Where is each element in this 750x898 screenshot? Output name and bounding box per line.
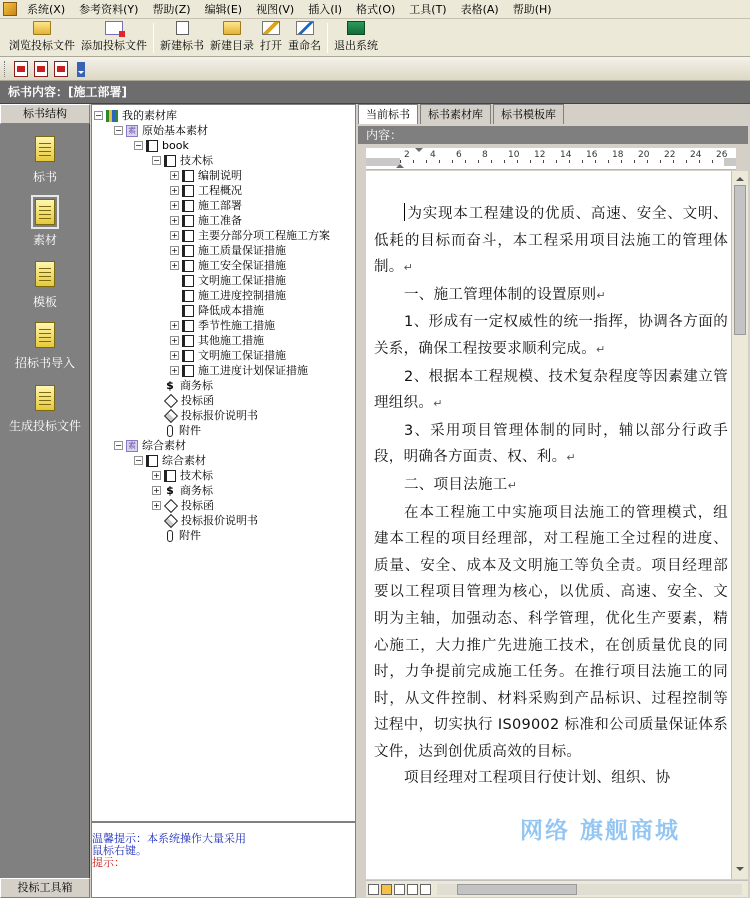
ruler-number: 8	[482, 150, 488, 160]
bid-structure-header[interactable]: 标书结构	[0, 104, 90, 124]
ruler-tick	[647, 160, 648, 163]
paragraph-text: 项目经理对工程项目行使计划、组织、协	[404, 770, 671, 787]
watermark: 网络 旗舰商城	[520, 818, 681, 844]
ruler-tick	[686, 160, 687, 163]
expand-icon[interactable]: +	[171, 366, 178, 375]
tree-node-label: 施工准备	[198, 214, 242, 227]
paragraph-mark-icon: ↵	[596, 342, 606, 356]
tree-node[interactable]	[170, 258, 286, 273]
horizontal-scroll-track[interactable]	[437, 884, 742, 895]
paragraph-text: 1、形成有一定权威性的统一指挥，协调各方面的关系，确保工程按要求顺利完成。	[374, 314, 728, 357]
content-label: 内容：	[358, 126, 748, 144]
expand-icon[interactable]: +	[171, 261, 178, 270]
tree-node-label: 施工进度计划保证措施	[198, 364, 308, 377]
library-icon	[106, 110, 118, 122]
tree-node-label: 商务标	[180, 484, 213, 497]
tree-node-label: 施工安全保证措施	[198, 259, 286, 272]
horizontal-scroll-thumb[interactable]	[457, 884, 577, 895]
vertical-scrollbar[interactable]	[731, 171, 748, 879]
tree-node-label: 施工部署	[198, 199, 242, 212]
tree-node-label: 施工进度控制措施	[198, 289, 286, 302]
book-icon	[182, 365, 194, 377]
expand-icon[interactable]: +	[171, 171, 178, 180]
document-paragraph	[374, 282, 728, 310]
nav-item-label: 素材	[32, 233, 57, 247]
tree-node[interactable]	[94, 108, 177, 123]
expand-icon[interactable]: +	[171, 216, 178, 225]
tree-node-label: 附件	[179, 424, 201, 437]
ruler-number: 10	[508, 150, 520, 160]
tree-node[interactable]	[170, 213, 242, 228]
tree-node-label: 投标函	[181, 499, 214, 512]
collapse-icon[interactable]: −	[135, 456, 142, 465]
ruler-number: 4	[430, 150, 436, 160]
menu-item[interactable]: 工具(T)	[409, 2, 447, 16]
tree-node[interactable]	[170, 288, 286, 303]
toolbar-button-add-file[interactable]	[78, 20, 150, 56]
tree-node-label: 投标报价说明书	[181, 514, 258, 527]
paragraph-text: 一、施工管理体制的设置原则	[404, 286, 597, 303]
template-icon	[35, 261, 55, 287]
toolbar-button-rename[interactable]	[285, 20, 324, 56]
tab-1[interactable]: 标书素材库	[420, 104, 491, 124]
toolbar-button-label: 退出系统	[334, 39, 378, 52]
nav-item-label: 标书	[32, 170, 57, 184]
nav-item-material[interactable]	[0, 199, 90, 248]
document-paragraph	[374, 364, 728, 418]
open-folder-icon	[33, 21, 51, 35]
tree-node[interactable]	[152, 498, 214, 513]
collapse-icon[interactable]: −	[135, 141, 142, 150]
ruler-number: 20	[638, 150, 650, 160]
document-paragraph	[374, 201, 728, 282]
ruler-tick	[699, 160, 700, 163]
menu-item[interactable]: 编辑(E)	[204, 2, 243, 16]
book-icon	[164, 470, 176, 482]
tree-node[interactable]	[114, 123, 208, 138]
tree-node-label: 综合素材	[142, 439, 186, 452]
tree-node-label: 主要分部分项工程施工方案	[198, 229, 330, 242]
expand-icon[interactable]: +	[153, 471, 160, 480]
tree-node[interactable]	[170, 183, 242, 198]
ruler-tick	[712, 160, 713, 163]
paragraph-mark-icon: ↵	[433, 397, 443, 411]
collapse-icon[interactable]: −	[95, 111, 102, 120]
ruler-tick	[582, 160, 583, 163]
pdf-toolbar	[0, 57, 750, 81]
ruler-tick	[465, 160, 466, 163]
ruler-tick	[426, 160, 427, 163]
book-icon	[182, 215, 194, 227]
ruler-tick	[491, 160, 492, 163]
toolbar-button-label: 添加投标文件	[81, 39, 147, 52]
book-icon	[182, 305, 194, 317]
tree-node[interactable]	[152, 528, 201, 543]
vertical-scroll-thumb[interactable]	[734, 185, 746, 335]
tree-node[interactable]	[170, 168, 242, 183]
menu-item[interactable]: 插入(I)	[308, 2, 343, 16]
tree-node[interactable]	[170, 228, 330, 243]
tree-node-label: 文明施工保证措施	[198, 349, 286, 362]
dollar-icon: $	[166, 483, 174, 497]
paragraph-mark-icon: ↵	[403, 261, 414, 275]
tree-node-label: 施工质量保证措施	[198, 244, 286, 257]
menu-bar	[0, 0, 750, 19]
toolbar-button-label: 重命名	[288, 39, 321, 52]
new-folder-icon	[223, 21, 241, 35]
ruler-number: 16	[586, 150, 598, 160]
tree-node[interactable]	[152, 468, 213, 483]
tree-node-label: 原始基本素材	[142, 124, 208, 137]
ruler-margin-left	[366, 158, 400, 166]
book-icon	[182, 200, 194, 212]
expand-icon[interactable]: +	[171, 336, 178, 345]
ruler-tick	[439, 160, 440, 163]
tab-2[interactable]: 标书模板库	[493, 104, 564, 124]
tree-node[interactable]	[170, 333, 264, 348]
tree-node-label: 文明施工保证措施	[198, 274, 286, 287]
ruler-tick	[413, 160, 414, 163]
status-area	[91, 822, 356, 898]
expand-icon[interactable]: +	[171, 186, 178, 195]
paragraph-text: 2、根据本工程规模、技术复杂程度等因素建立管理组织。	[374, 368, 728, 412]
ruler-tick	[517, 160, 518, 163]
nav-item-import[interactable]	[0, 322, 90, 371]
tree-node-label: 工程概况	[198, 184, 242, 197]
tree-node-label: 投标函	[181, 394, 214, 407]
document-paragraph	[374, 765, 728, 792]
reading-view-icon[interactable]	[420, 884, 431, 895]
tree-node[interactable]	[152, 423, 201, 438]
tree-node[interactable]	[170, 198, 242, 213]
new-document-icon	[176, 21, 189, 35]
expand-icon[interactable]: +	[153, 501, 160, 510]
app-icon	[3, 2, 17, 16]
paragraph-mark-icon: ↵	[596, 288, 606, 302]
content-panel	[358, 104, 750, 898]
menu-item[interactable]: 视图(V)	[256, 2, 295, 16]
menu-item[interactable]: 帮助(Z)	[152, 2, 191, 16]
document-title-strip: 标书内容：[施工部署]	[0, 81, 750, 104]
indent-marker-icon[interactable]	[415, 148, 423, 156]
toolbar-grip[interactable]	[4, 61, 7, 77]
book-icon	[182, 335, 194, 347]
normal-view-icon[interactable]	[368, 884, 379, 895]
tree-node[interactable]	[114, 438, 186, 453]
tree-node[interactable]	[152, 393, 214, 408]
toolbar-button-new-document[interactable]	[157, 20, 207, 56]
ruler-number: 12	[534, 150, 546, 160]
toolbar-overflow-icon[interactable]	[77, 62, 85, 77]
menu-item[interactable]: 系统(X)	[27, 2, 66, 16]
expand-icon[interactable]: +	[153, 486, 160, 495]
expand-icon[interactable]: +	[171, 201, 178, 210]
tip-line-1: 温馨提示：本系统操作大量采用	[92, 832, 246, 845]
tree-node[interactable]	[134, 453, 206, 468]
menu-item[interactable]: 格式(O)	[356, 2, 396, 16]
diamond-outline-icon	[164, 408, 178, 422]
collapse-icon[interactable]: −	[115, 126, 122, 135]
ruler-tick	[621, 160, 622, 163]
bid-toolbox-footer[interactable]: 投标工具箱	[0, 878, 90, 898]
pdf-import-icon[interactable]	[34, 61, 48, 77]
expand-icon[interactable]: +	[171, 231, 178, 240]
diamond-outline-icon	[164, 513, 178, 527]
book-icon	[182, 290, 194, 302]
toolbar-button-open[interactable]	[257, 20, 285, 56]
ruler-tick	[608, 160, 609, 163]
book-icon	[182, 245, 194, 257]
tree-node[interactable]	[152, 483, 213, 498]
material-icon	[35, 199, 55, 225]
ruler-tick	[569, 160, 570, 163]
toolbar-button-open-folder[interactable]	[6, 20, 78, 56]
paragraph-mark-icon: ↵	[507, 478, 518, 492]
nav-item-generate-file[interactable]	[0, 385, 90, 434]
menu-item[interactable]: 表格(A)	[460, 2, 499, 16]
tree-node-label: 其他施工措施	[198, 334, 264, 347]
ruler-tick	[504, 160, 505, 163]
left-indent-marker-icon[interactable]	[396, 160, 404, 168]
tree-node-label: 编制说明	[198, 169, 242, 182]
pdf-settings-icon[interactable]	[54, 61, 68, 77]
collapse-icon[interactable]: −	[153, 156, 160, 165]
tree-node-label: 附件	[179, 529, 201, 542]
ruler-tick	[452, 160, 453, 163]
ruler-number: 22	[664, 150, 676, 160]
tree-node-label: 季节性施工措施	[198, 319, 275, 332]
toolbar-button-label: 新建目录	[210, 39, 254, 52]
tree-node[interactable]	[170, 303, 264, 318]
book-icon	[182, 260, 194, 272]
document-paragraph	[374, 418, 728, 472]
expand-icon[interactable]: +	[171, 351, 178, 360]
book-icon	[146, 140, 158, 152]
paragraph-text: 为实现本工程建设的优质、高速、安全、文明、低耗的目标而奋斗，本工程采用项目法施工的管理体制。	[374, 206, 728, 276]
dollar-icon: $	[166, 378, 174, 392]
paragraph-text: 二、项目法施工	[404, 476, 508, 493]
book-icon	[182, 350, 194, 362]
material-folder-icon: 素	[128, 125, 136, 135]
tab-0[interactable]: 当前标书	[358, 104, 418, 124]
expand-icon[interactable]: +	[171, 321, 178, 330]
toolbar-button-label: 打开	[260, 39, 282, 52]
book-icon	[146, 455, 158, 467]
ruler-tick	[530, 160, 531, 163]
document-editor[interactable]	[366, 171, 731, 879]
tree-node-label: 商务标	[180, 379, 213, 392]
ruler-number: 6	[456, 150, 462, 160]
document-paragraph	[374, 500, 728, 766]
toolbar-button-new-folder[interactable]	[207, 20, 257, 56]
generate-file-icon	[35, 385, 55, 411]
tree-node[interactable]	[170, 348, 286, 363]
tree-node[interactable]	[152, 513, 258, 528]
toolbar-button-label: 新建标书	[160, 39, 204, 52]
horizontal-scrollbar	[366, 880, 748, 897]
ruler-tick	[478, 160, 479, 163]
open-icon	[262, 21, 280, 35]
ruler-tick	[673, 160, 674, 163]
pdf-export-icon[interactable]	[14, 61, 28, 77]
ruler-number: 24	[690, 150, 702, 160]
ruler[interactable]	[366, 148, 736, 170]
paragraph-text: 在本工程施工中实施项目法施工的管理模式，组建本工程的项目经理部，对工程施工全过程的进度、质量、安全、成本及文明施工等负全责。项目经理部要以工程项目管理为核心，以优质、高速、安全、文明为主轴，加强动态、科学管理，优化生产要素，精心施工，大力推广先进施工技术，在创质量优良的同时，力争提前完成施工任务。在推行项目法施工的同时，从文件控制、材料采购到产品标识、过程控制等过程中，切实执行 IS09002 标准和公司质量保证体系文件，达到创优质高效的目标。	[374, 504, 728, 760]
scroll-up-icon[interactable]	[736, 173, 744, 181]
nav-item-label: 招标书导入	[14, 356, 75, 370]
ruler-tick	[660, 160, 661, 163]
nav-item-label: 模板	[32, 295, 57, 309]
material-tree	[91, 104, 356, 822]
tree-node[interactable]	[170, 243, 286, 258]
tree-node[interactable]	[134, 138, 189, 153]
content-tabs	[358, 104, 566, 124]
rename-icon	[296, 21, 314, 35]
tree-node-label: book	[162, 139, 189, 152]
exit-icon	[347, 21, 365, 35]
tip-line-3: 提示：	[92, 856, 125, 869]
book-icon	[164, 155, 176, 167]
book-icon	[182, 170, 194, 182]
collapse-icon[interactable]: −	[115, 441, 122, 450]
nav-item-bid-book[interactable]	[0, 136, 90, 185]
tree-node-label: 技术标	[180, 469, 213, 482]
tree-node[interactable]	[152, 153, 213, 168]
book-icon	[182, 320, 194, 332]
book-icon	[182, 185, 194, 197]
tree-node[interactable]	[170, 273, 286, 288]
ruler-number: 2	[404, 150, 410, 160]
paperclip-icon	[167, 425, 173, 437]
import-icon	[35, 322, 55, 348]
tree-node-label: 降低成本措施	[198, 304, 264, 317]
material-folder-icon: 素	[128, 440, 136, 450]
ruler-number: 18	[612, 150, 624, 160]
page-view-icon[interactable]	[381, 884, 392, 895]
ruler-tick	[595, 160, 596, 163]
ruler-tick	[556, 160, 557, 163]
bid-book-icon	[35, 136, 55, 162]
diamond-icon	[164, 498, 178, 512]
text-cursor	[404, 203, 405, 221]
tree-node-label: 我的素材库	[122, 109, 177, 122]
ruler-tick	[543, 160, 544, 163]
paragraph-mark-icon: ↵	[566, 451, 576, 465]
toolbar-separator	[153, 23, 154, 53]
add-file-icon	[105, 21, 123, 35]
menu-item[interactable]: 参考资料(Y)	[79, 2, 139, 16]
tree-node[interactable]	[170, 363, 308, 378]
diamond-icon	[164, 393, 178, 407]
tree-node-label: 综合素材	[162, 454, 206, 467]
left-navigation-panel	[0, 104, 90, 898]
ruler-number: 26	[716, 150, 728, 160]
menu-item[interactable]: 帮助(H)	[512, 2, 552, 16]
tip-line-2: 鼠标右键。	[92, 844, 147, 857]
toolbar-button-exit[interactable]	[331, 20, 381, 56]
toolbar-separator	[327, 23, 328, 53]
outline-view-icon[interactable]	[394, 884, 405, 895]
tree-node[interactable]	[152, 378, 213, 393]
paperclip-icon	[167, 530, 173, 542]
nav-item-template[interactable]	[0, 261, 90, 310]
scroll-down-icon[interactable]	[736, 867, 744, 875]
tree-node-label: 投标报价说明书	[181, 409, 258, 422]
tree-node-label: 技术标	[180, 154, 213, 167]
tree-node[interactable]	[170, 318, 275, 333]
book-icon	[182, 275, 194, 287]
book-icon	[182, 230, 194, 242]
main-toolbar	[0, 19, 750, 57]
expand-icon[interactable]: +	[171, 246, 178, 255]
paragraph-text: 3、采用项目管理体制的同时，辅以部分行政手段，明确各方面责、权、利。	[374, 422, 728, 466]
document-paragraph	[374, 472, 728, 500]
document-paragraph	[374, 309, 728, 363]
print-view-icon[interactable]	[407, 884, 418, 895]
ruler-tick	[634, 160, 635, 163]
ruler-number: 14	[560, 150, 572, 160]
tree-node[interactable]	[152, 408, 258, 423]
toolbar-button-label: 浏览投标文件	[9, 39, 75, 52]
nav-item-label: 生成投标文件	[8, 419, 81, 433]
